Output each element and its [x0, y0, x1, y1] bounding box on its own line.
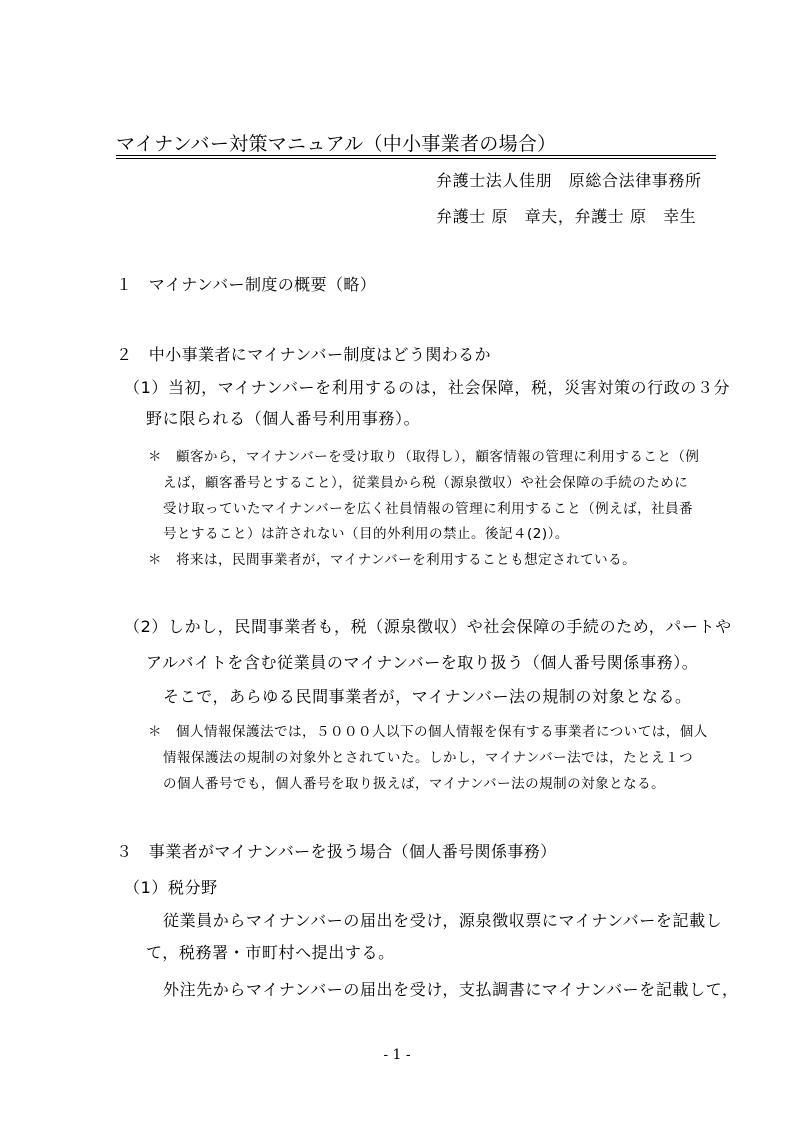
note-line: の個人番号でも，個人番号を取り扱えば，マイナンバー法の規制の対象となる。 — [163, 776, 666, 792]
section-2-2-line-2: アルバイトを含む従業員のマイナンバーを取り扱う（個人番号関係事務）。 — [146, 653, 699, 672]
section-2-heading: ２ 中小事業者にマイナンバー制度はどう関わるか — [116, 345, 491, 364]
title-underline-bottom — [116, 158, 716, 159]
section-1-heading: １ マイナンバー制度の概要（略） — [116, 275, 377, 294]
section-2-1-line-2: 野に限られる（個人番号利用事務）。 — [146, 409, 421, 428]
page-number: - 1 - — [383, 1047, 411, 1063]
section-2-1-line-1: （1）当初，マイナンバーを利用するのは，社会保障，税，災害対策の行政の３分 — [124, 378, 731, 397]
title-underline-top — [116, 155, 716, 156]
section-3-1-para-1-line-2: て，税務署・市町村へ提出する。 — [146, 943, 395, 962]
author-names: 弁護士 原 章夫，弁護士 原 幸生 — [436, 207, 697, 226]
section-2-2-line-1: （2）しかし，民間事業者も，税（源泉徴収）や社会保障の手続のため，パートや — [124, 617, 732, 636]
section-3-heading: ３ 事業者がマイナンバーを扱う場合（個人番号関係事務） — [116, 842, 557, 861]
section-3-1-heading: （1）税分野 — [124, 878, 218, 897]
note-line: ＊ 将来は，民間事業者が，マイナンバーを利用することも想定されている。 — [148, 552, 637, 568]
note-line: ＊ 個人情報保護法では，５０００人以下の個人情報を保有する事業者については，個人 — [148, 724, 708, 740]
section-3-1-para-2: 外注先からマイナンバーの届出を受け，支払調書にマイナンバーを記載して， — [163, 980, 739, 999]
section-2-2-line-3: そこで，あらゆる民間事業者が，マイナンバー法の規制の対象となる。 — [163, 687, 692, 706]
note-line: 受け取っていたマイナンバーを広く社員情報の管理に利用すること（例えば，社員番 — [163, 501, 694, 517]
note-line: ＊ 顧客から，マイナンバーを受け取り（取得し），顧客情報の管理に利用すること（例 — [148, 449, 700, 465]
note-line: 情報保護法の規制の対象外とされていた。しかし，マイナンバー法では，たとえ１つ — [163, 750, 694, 766]
note-line: えば，顧客番号とすること），従業員から税（源泉徴収）や社会保障の手続のために — [163, 475, 689, 491]
document-title: マイナンバー対策マニュアル（中小事業者の場合） — [116, 133, 557, 155]
section-3-1-para-1-line-1: 従業員からマイナンバーの届出を受け，源泉徴収票にマイナンバーを記載し — [163, 911, 723, 930]
note-line: 号とすること）は許されない（目的外利用の禁止。後記４(2)）。 — [163, 526, 569, 542]
law-firm-name: 弁護士法人佳朋 原総合法律事務所 — [436, 171, 702, 190]
